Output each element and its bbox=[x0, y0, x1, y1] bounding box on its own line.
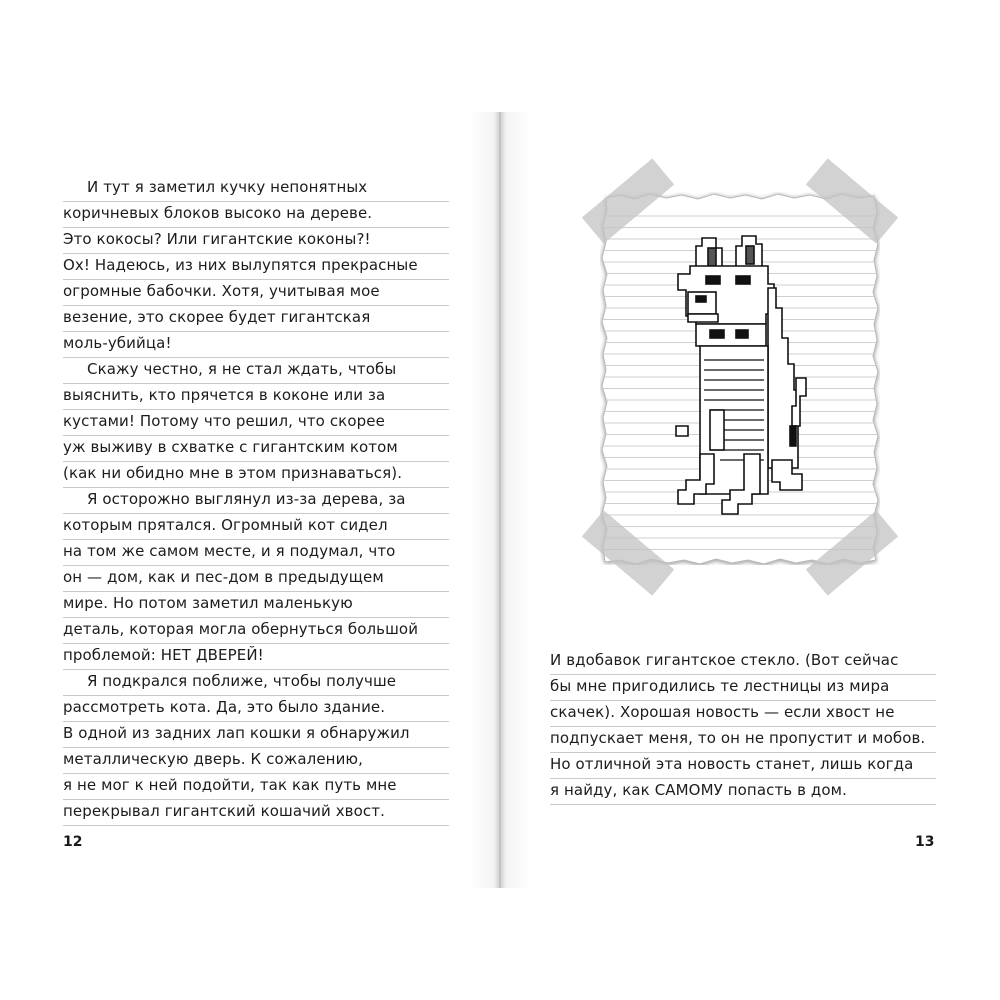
text-line: Я осторожно выглянул из-за дерева, за bbox=[63, 488, 449, 514]
text-line: уж выживу в схватке с гигантским котом bbox=[63, 436, 449, 462]
text-line: (как ни обидно мне в этом признаваться). bbox=[63, 462, 449, 488]
text-line: Скажу честно, я не стал ждать, чтобы bbox=[63, 358, 449, 384]
text-line: я найду, как САМОМУ попасть в дом. bbox=[550, 779, 936, 805]
taped-notebook-sheet bbox=[600, 192, 880, 565]
text-line: бы мне пригодились те лестницы из мира bbox=[550, 675, 936, 701]
text-line: проблемой: НЕТ ДВЕРЕЙ! bbox=[63, 644, 449, 670]
text-line: подпускает меня, то он не пропустит и мобов. bbox=[550, 727, 936, 753]
text-line: И тут я заметил кучку непонятных bbox=[63, 176, 449, 202]
text-line: кустами! Потому что решил, что скорее bbox=[63, 410, 449, 436]
book-gutter bbox=[470, 112, 530, 888]
text-line: рассмотреть кота. Да, это было здание. bbox=[63, 696, 449, 722]
text-line: Но отличной эта новость станет, лишь когда bbox=[550, 753, 936, 779]
text-line: выяснить, кто прячется в коконе или за bbox=[63, 384, 449, 410]
page-number-right: 13 bbox=[915, 834, 935, 850]
text-line: Я подкрался поближе, чтобы получше bbox=[63, 670, 449, 696]
page-number-left: 12 bbox=[63, 834, 83, 850]
text-line: я не мог к ней подойти, так как путь мне bbox=[63, 774, 449, 800]
text-line: он — дом, как и пес-дом в предыдущем bbox=[63, 566, 449, 592]
text-line: И вдобавок гигантское стекло. (Вот сейчас bbox=[550, 649, 936, 675]
text-line: деталь, которая могла обернуться большой bbox=[63, 618, 449, 644]
text-line: Это кокосы? Или гигантские коконы?! bbox=[63, 228, 449, 254]
text-line: металлическую дверь. К сожалению, bbox=[63, 748, 449, 774]
pixel-cat-sketch-icon bbox=[670, 230, 810, 520]
text-line: перекрывал гигантский кошачий хвост. bbox=[63, 800, 449, 826]
text-line: Ох! Надеюсь, из них вылупятся прекрасные bbox=[63, 254, 449, 280]
text-line: коричневых блоков высоко на дереве. bbox=[63, 202, 449, 228]
text-line: скачек). Хорошая новость — если хвост не bbox=[550, 701, 936, 727]
text-line: которым прятался. Огромный кот сидел bbox=[63, 514, 449, 540]
text-line: везение, это скорее будет гигантская bbox=[63, 306, 449, 332]
text-line: В одной из задних лап кошки я обнаружил bbox=[63, 722, 449, 748]
text-line: на том же самом месте, и я подумал, что bbox=[63, 540, 449, 566]
text-line: моль-убийца! bbox=[63, 332, 449, 358]
right-page-text bbox=[550, 649, 936, 805]
left-page-text bbox=[63, 176, 449, 826]
text-line: мире. Но потом заметил маленькую bbox=[63, 592, 449, 618]
text-line: огромные бабочки. Хотя, учитывая мое bbox=[63, 280, 449, 306]
